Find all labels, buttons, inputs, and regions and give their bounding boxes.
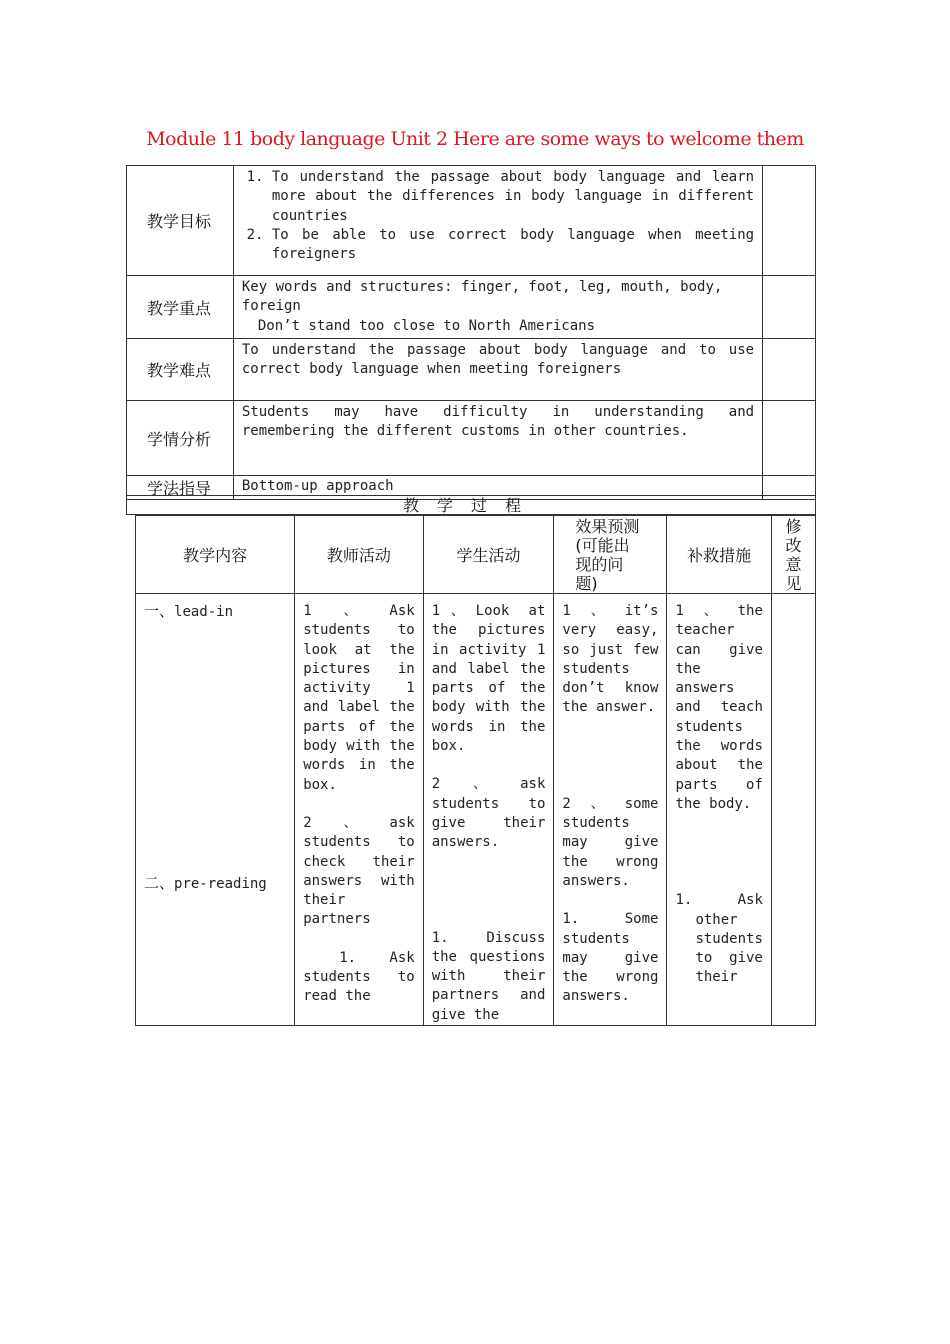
process-heading: 教学过程 <box>126 495 816 515</box>
header-student: 学生活动 <box>423 516 554 594</box>
method-content: Bottom-up approach <box>233 476 762 500</box>
key-points-line: Key words and structures: finger, foot, leg, mouth, body, foreign <box>241 279 723 315</box>
teacher-activity: 1、Ask students to look at the pictures in activity 1 and label the parts of the body with the words in the box. <box>303 603 415 793</box>
remedy-cell <box>667 594 771 1026</box>
goal-item: 1. To understand the passage about body language and learn more about the differences in body language in different countries <box>272 168 754 226</box>
goal-item: 2. To be able to use correct body language when meeting foreigners <box>272 226 754 265</box>
effect-prediction: 2、some students may give the wrong answers. <box>562 795 659 889</box>
header-content: 教学内容 <box>136 516 295 594</box>
header-revise <box>771 516 815 594</box>
difficulties-label: 教学难点 <box>127 339 234 401</box>
student-activity: 2、ask students to give their answers. <box>431 776 546 851</box>
page-title: Module 11 body language Unit 2 Here are some ways to welcome them <box>146 128 804 150</box>
teacher-cell <box>295 594 424 1026</box>
student-cell <box>423 594 554 1026</box>
content-cell <box>136 594 295 1026</box>
goals-note-cell <box>763 166 816 276</box>
analysis-note-cell <box>763 401 816 476</box>
difficulties-note-cell <box>763 339 816 401</box>
header-revise-text: 修改意见 <box>785 516 802 593</box>
header-teacher: 教师活动 <box>295 516 424 594</box>
remedy-measure: 1、the teacher can give the answers and teach students the words about the parts of the body. <box>675 603 763 812</box>
process-table <box>135 515 816 1026</box>
effect-prediction: 1. Some students may give the wrong answers. <box>562 911 659 1005</box>
goals-content <box>233 166 762 276</box>
revise-cell <box>771 594 815 1026</box>
header-remedy: 补救措施 <box>667 516 771 594</box>
goals-label: 教学目标 <box>127 166 234 276</box>
effect-cell <box>554 594 667 1026</box>
key-points-line: Don’t stand too close to North Americans <box>257 317 596 334</box>
remedy-measure: 1. Ask other students to give their <box>675 892 763 986</box>
method-label: 学法指导 <box>127 476 234 500</box>
teacher-activity: 1. Ask students to read the <box>303 949 415 1005</box>
analysis-label: 学情分析 <box>127 401 234 476</box>
header-effect <box>554 516 667 594</box>
stage-lead-in: 一、lead-in <box>144 602 234 620</box>
difficulties-content: To understand the passage about body language and to use correct body language when meeting foreigners <box>233 339 762 401</box>
effect-prediction: 1、it’s very easy, so just few students don’t know the answer. <box>562 603 659 716</box>
teacher-activity: 2、ask students to check their answers with their partners <box>303 814 415 928</box>
goals-list <box>242 168 754 264</box>
key-points-content <box>233 276 762 339</box>
key-points-label: 教学重点 <box>127 276 234 339</box>
stage-pre-reading: 二、pre-reading <box>144 874 267 893</box>
key-points-note-cell <box>763 276 816 339</box>
student-activity: 1、Look at the pictures in activity 1 and label the parts of the body with the words in the box. <box>431 603 546 755</box>
student-activity: 1. Discuss the questions with their partners and give the <box>431 929 546 1023</box>
header-effect-text: 效果预测(可能出现的问题) <box>575 516 640 593</box>
analysis-content: Students may have difficulty in understanding and remembering the different customs in other countries. <box>233 401 762 476</box>
overview-table <box>126 165 816 500</box>
